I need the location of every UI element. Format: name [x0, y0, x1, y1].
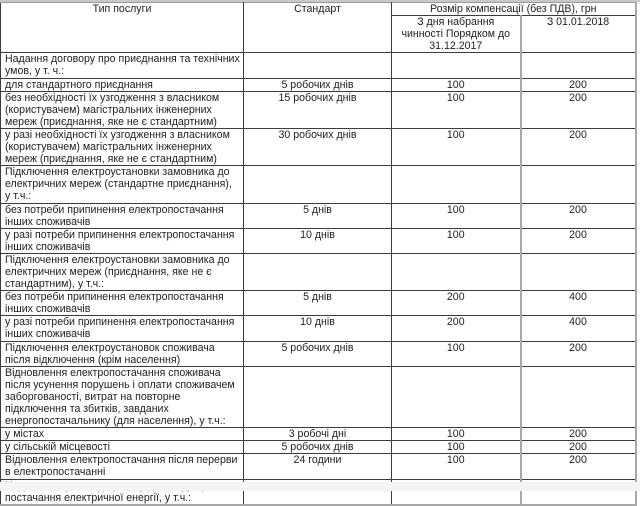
compensation-2018-cell	[521, 253, 636, 290]
compensation-2017-cell	[392, 366, 521, 427]
table-row	[1, 203, 636, 228]
service-cell: без необхідності їх узгодження з власником (користувачем) магістральних інженерних мереж (приєднання, яке не є стандартним)	[1, 91, 244, 128]
service-cell: Підключення електроустановок споживача після відключення (крім населення)	[1, 341, 244, 366]
compensation-2017-cell: 100	[392, 454, 521, 479]
compensation-2017-cell	[392, 166, 521, 203]
header-period-2: З 01.01.2018	[521, 16, 636, 53]
table-row	[1, 441, 636, 454]
service-cell: у разі необхідності їх узгодження з власником (користувачем) магістральних інженерних мереж (приєднання, яке не є стандартним)	[1, 128, 244, 165]
standard-cell	[244, 53, 392, 78]
compensation-2017-cell: 100	[392, 203, 521, 228]
bottom-bar	[0, 482, 640, 491]
standard-cell: 5 днів	[244, 203, 392, 228]
compensation-table	[0, 2, 637, 506]
standard-cell	[244, 166, 392, 203]
table-row	[1, 128, 636, 165]
table-row	[1, 253, 636, 290]
table-row	[1, 454, 636, 479]
service-cell: постачання електричної енергії, у т.ч.:	[1, 479, 244, 505]
table-row	[1, 53, 636, 78]
standard-cell: 5 робочих днів	[244, 78, 392, 91]
standard-cell: 3 робочі дні	[244, 428, 392, 441]
standard-cell	[244, 366, 392, 427]
compensation-2018-cell	[521, 53, 636, 78]
header-row	[1, 3, 636, 16]
standard-cell: 5 робочих днів	[244, 441, 392, 454]
standard-cell: 24 години	[244, 454, 392, 479]
compensation-2018-cell: 200	[521, 441, 636, 454]
service-cell: Відновлення електропостачання після перерви в електропостачанні	[1, 454, 244, 479]
compensation-2017-cell: 100	[392, 228, 521, 253]
standard-cell: 30 робочих днів	[244, 128, 392, 165]
standard-cell	[244, 253, 392, 290]
compensation-2017-cell	[392, 53, 521, 78]
compensation-2018-cell: 200	[521, 454, 636, 479]
table-row	[1, 91, 636, 128]
table-row	[1, 366, 636, 427]
table-row	[1, 341, 636, 366]
compensation-2017-cell: 100	[392, 128, 521, 165]
service-cell: для стандартного приєднання	[1, 78, 244, 91]
compensation-2018-cell: 200	[521, 428, 636, 441]
standard-cell: 10 днів	[244, 316, 392, 341]
compensation-2017-cell: 100	[392, 78, 521, 91]
table-row	[1, 428, 636, 441]
header-service-type: Тип послуги	[1, 3, 244, 53]
standard-cell: 5 робочих днів	[244, 341, 392, 366]
service-cell: у сільській місцевості	[1, 441, 244, 454]
service-cell: Підключення електроустановки замовника до електричних мереж (стандартне приєднання), у т.ч.:	[1, 166, 244, 203]
compensation-2017-cell: 100	[392, 341, 521, 366]
table-row	[1, 166, 636, 203]
service-cell: у разі потреби припинення електропостачання інших споживачів	[1, 316, 244, 341]
compensation-2017-cell: 100	[392, 428, 521, 441]
service-cell: Відновлення електропостачання споживача після усунення порушень і оплати споживачем заборгованості, витрат на повторне підключення та збитків, завданих енергопостачальнику (для населення), у т.ч.:	[1, 366, 244, 427]
service-cell: у містах	[1, 428, 244, 441]
service-cell: Підключення електроустановки замовника до електричних мереж (приєднання, яке не є стандартним), у т.ч.:	[1, 253, 244, 290]
compensation-2018-cell: 200	[521, 128, 636, 165]
service-cell: у разі потреби припинення електропостачання інших споживачів	[1, 228, 244, 253]
service-cell: без потреби припинення електропостачання інших споживачів	[1, 203, 244, 228]
compensation-2017-cell: 100	[392, 91, 521, 128]
compensation-2017-cell	[392, 253, 521, 290]
header-standard: Стандарт	[244, 3, 392, 53]
standard-cell: 5 днів	[244, 291, 392, 316]
table-row	[1, 316, 636, 341]
standard-cell: 15 робочих днів	[244, 91, 392, 128]
service-cell: без потреби припинення електропостачання інших споживачів	[1, 291, 244, 316]
compensation-2018-cell: 200	[521, 91, 636, 128]
compensation-2018-cell: 400	[521, 291, 636, 316]
standard-cell: 10 днів	[244, 228, 392, 253]
header-compensation: Розмір компенсації (без ПДВ), грн	[392, 3, 636, 16]
compensation-2018-cell	[521, 166, 636, 203]
table-row	[1, 291, 636, 316]
compensation-2018-cell: 400	[521, 316, 636, 341]
service-cell: Надання договору про приєднання та технічних умов, у т. ч.:	[1, 53, 244, 78]
compensation-2017-cell: 100	[392, 441, 521, 454]
compensation-2018-cell: 200	[521, 228, 636, 253]
compensation-2018-cell: 200	[521, 203, 636, 228]
compensation-2017-cell: 200	[392, 291, 521, 316]
header-period-1: З дня набрання чинності Порядком до 31.12.2017	[392, 16, 521, 53]
table-row	[1, 78, 636, 91]
table-row	[1, 228, 636, 253]
compensation-2017-cell: 200	[392, 316, 521, 341]
compensation-2018-cell	[521, 366, 636, 427]
compensation-2018-cell: 200	[521, 341, 636, 366]
compensation-2018-cell: 200	[521, 78, 636, 91]
